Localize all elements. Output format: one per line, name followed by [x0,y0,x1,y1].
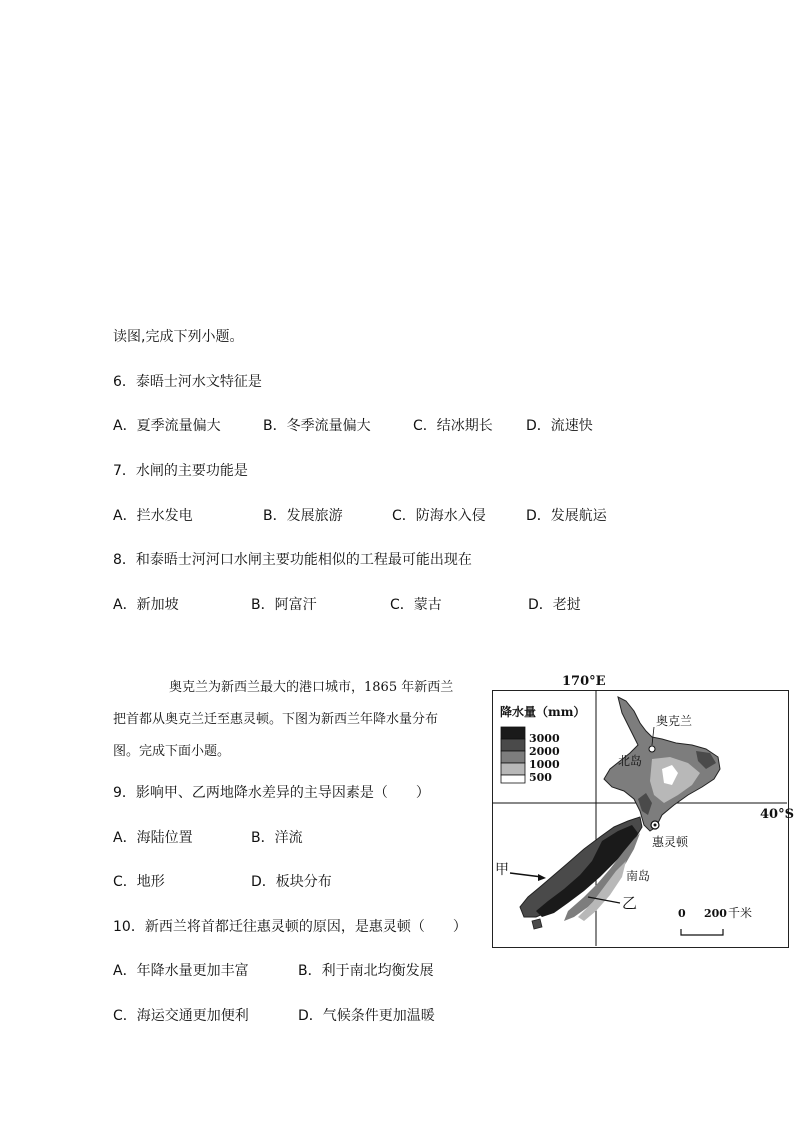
option-c: C．防海水入侵 [392,508,486,524]
option-b: B．发展旅游 [263,508,343,524]
jia-label: 甲 [495,862,509,878]
question-stem: 8．和泰晤士河河口水闸主要功能相似的工程最可能出现在 [113,552,472,568]
option-b: B．冬季流量偏大 [263,418,371,434]
legend-label-1000: 1000 [529,758,560,771]
option-d: D．老挝 [528,597,581,613]
latitude-label: 40°S [760,807,794,822]
option-c: C．地形 [113,874,165,890]
north-island-label: 北岛 [618,754,643,768]
option-b: B．利于南北均衡发展 [298,963,434,979]
jia-arrow [510,873,542,877]
question-stem: 7．水闸的主要功能是 [113,463,248,479]
scale-value: 200 [704,907,727,920]
option-d: D．板块分布 [251,874,332,890]
option-d: D．发展航运 [526,508,607,524]
scale-zero: 0 [678,907,686,920]
legend-label-500: 500 [529,771,552,784]
longitude-label: 170°E [562,674,606,689]
question-stem: 10．新西兰将首都迁往惠灵顿的原因，是惠灵顿（ ） [113,919,467,935]
auckland-label: 奥克兰 [656,714,693,728]
intro-text: 读图,完成下列小题。 [113,329,244,345]
legend-label-3000: 3000 [529,732,560,745]
option-b: B．阿富汗 [251,597,317,613]
legend-swatch-500 [501,763,525,775]
option-a: A．新加坡 [113,597,179,613]
option-d: D．流速快 [526,418,593,434]
legend [501,727,560,784]
option-c: C．结冰期长 [413,418,493,434]
passage-line: 图。完成下面小题。 [113,744,231,759]
jia-arrowhead [538,874,546,881]
legend-swatch-3000 [501,727,525,739]
legend-title: 降水量（mm） [500,705,586,719]
yi-label: 乙 [622,894,638,912]
option-a: A．拦水发电 [113,508,193,524]
question-stem: 9．影响甲、乙两地降水差异的主导因素是（ ） [113,785,430,801]
precipitation-map [492,665,794,950]
south-island-label: 南岛 [626,869,651,883]
option-a: A．海陆位置 [113,830,193,846]
legend-swatch-below-500 [501,775,525,783]
legend-swatch-2000 [501,739,525,751]
scale-bar [678,905,752,935]
option-a: A．年降水量更加丰富 [113,963,249,979]
wellington-label: 惠灵顿 [652,835,689,849]
option-a: A．夏季流量偏大 [113,418,221,434]
legend-swatch-1000 [501,751,525,763]
question-stem: 6．泰晤士河水文特征是 [113,374,262,390]
legend-label-2000: 2000 [529,745,560,758]
option-c: C．海运交通更加便利 [113,1008,249,1024]
option-b: B．洋流 [251,830,303,846]
option-c: C．蒙古 [390,597,442,613]
passage-line: 奥克兰为新西兰最大的港口城市，1865 年新西兰 [169,680,454,695]
option-d: D．气候条件更加温暖 [298,1008,435,1024]
passage-line: 把首都从奥克兰迁至惠灵顿。下图为新西兰年降水量分布 [113,712,439,727]
south-island [520,817,642,929]
scale-unit: 千米 [728,906,753,920]
